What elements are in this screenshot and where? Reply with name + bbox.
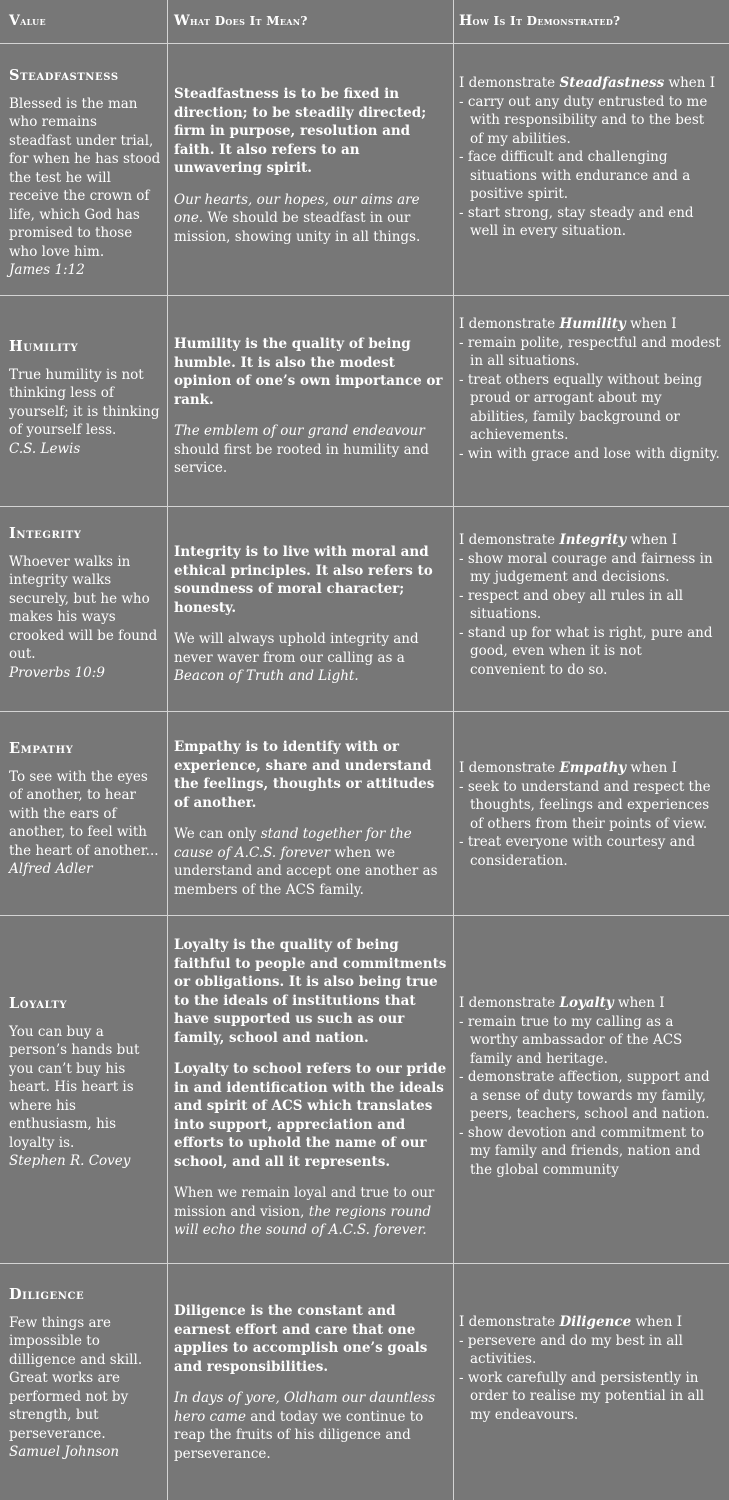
row-divider-2 (0, 506, 729, 507)
meaning-cell-diligence (174, 1302, 450, 1463)
value-cell-humility (9, 338, 161, 458)
value-quote: True humility is not thinking less of yourself; it is thinking of yourself less. (9, 366, 160, 438)
meaning-cell-loyalty (174, 936, 450, 1240)
demonstration-cell-diligence (459, 1313, 721, 1424)
mission-note: In days of yore, Oldham our dauntless hero came and today we continue to reap the fruits of his diligence and perseverance. (174, 1390, 436, 1462)
demonstration-bullet: - remain polite, respectful and modest in all situations. (459, 334, 721, 369)
quote-source: Samuel Johnson (9, 1444, 120, 1460)
value-name: Diligence (9, 1286, 85, 1303)
demonstration-bullet: - demonstrate affection, support and a sense of duty towards my family, peers, teachers, school and nation. (459, 1069, 710, 1122)
definition: Loyalty is the quality of being faithful to people and commitments or obligations. It is also being true to the ideals of institutions that have supported us such as our family, school and nation. (174, 937, 447, 1046)
demonstration-intro: I demonstrate Steadfastness when I (459, 75, 716, 91)
demonstration-bullet: - persevere and do my best in all activities. (459, 1332, 683, 1367)
meaning-cell-steadfastness (174, 85, 450, 246)
demonstration-cell-integrity (459, 531, 721, 679)
demonstration-bullet: - work carefully and persistently in order to realise my potential in all my endeavours. (459, 1369, 705, 1423)
value-cell-loyalty (9, 995, 161, 1171)
meaning-cell-humility (174, 335, 450, 478)
row-divider-4 (0, 915, 729, 916)
demonstration-cell-steadfastness (459, 74, 721, 241)
definition: Empathy is to identify with or experience, share and understand the feelings, thoughts or attitudes of another. (174, 739, 435, 811)
demonstration-bullet: - carry out any duty entrusted to me with responsibility and to the best of my abilities. (459, 93, 708, 147)
meaning-cell-empathy (174, 738, 450, 899)
demonstration-cell-loyalty (459, 994, 721, 1179)
demonstration-bullet: - respect and obey all rules in all situations. (459, 587, 684, 622)
value-quote: You can buy a person’s hands but you can’t buy his heart. His heart is where his enthusiasm, his loyalty is. (9, 1023, 140, 1151)
demonstration-bullet: - win with grace and lose with dignity. (459, 445, 720, 462)
demonstration-bullet: - stand up for what is right, pure and good, even when it is not convenient to do so. (459, 624, 713, 678)
row-divider-3 (0, 711, 729, 712)
definition: Steadfastness is to be fixed in direction; to be steadily directed; firm in purpose, resolution and faith. It also refers to an unwavering spirit. (174, 86, 427, 176)
definition: Humility is the quality of being humble. It is also the modest opinion of one’s own importance or rank. (174, 336, 443, 408)
value-name: Empathy (9, 740, 74, 757)
demonstration-bullet: - start strong, stay steady and end well in every situation. (459, 204, 694, 239)
column-divider-1 (167, 0, 168, 1500)
demonstration-intro: I demonstrate Loyalty when I (459, 995, 665, 1011)
mission-note: When we remain loyal and true to our mission and vision, the regions round will echo the sound of A.C.S. forever. (174, 1185, 435, 1238)
column-divider-2 (453, 0, 454, 1500)
value-name: Steadfastness (9, 67, 119, 84)
demonstration-cell-empathy (459, 759, 721, 870)
value-name: Integrity (9, 525, 82, 542)
demonstration-bullet: - show devotion and commitment to my family and friends, nation and the global community (459, 1124, 705, 1178)
value-quote: Few things are impossible to dilligence and skill. Great works are performed not by strength, but perseverance. (9, 1314, 143, 1442)
value-quote: Whoever walks in integrity walks securely, but he who makes his ways crooked will be found out. (9, 553, 158, 662)
row-divider-header (0, 43, 729, 44)
demonstration-intro: I demonstrate Integrity when I (459, 532, 678, 548)
demonstration-bullet: - face difficult and challenging situations with endurance and a positive spirit. (459, 149, 691, 202)
value-quote: To see with the eyes of another, to hear with the ears of another, to feel with the heart of another... (9, 768, 159, 859)
header-value: Value (9, 13, 46, 29)
value-name: Loyalty (9, 995, 68, 1012)
value-cell-steadfastness (9, 67, 161, 280)
definition: Integrity is to live with moral and ethical principles. It also refers to soundness of moral character; honesty. (174, 544, 433, 616)
mission-note: We can only stand together for the cause of A.C.S. forever when we understand and accept one another as members of the ACS family. (174, 826, 438, 898)
mission-note: Our hearts, our hopes, our aims are one. We should be steadfast in our mission, showing unity in all things. (174, 191, 421, 245)
demonstration-intro: I demonstrate Diligence when I (459, 1314, 683, 1330)
demonstration-bullet: - treat others equally without being proud or arrogant about my abilities, family background or achievements. (459, 371, 703, 443)
quote-source: C.S. Lewis (9, 440, 81, 457)
value-cell-empathy (9, 740, 161, 879)
definition-school: Loyalty to school refers to our pride in and identification with the ideals and spirit of ACS which translates into support, appreciation and efforts to uphold the name of our school, and all it represents. (174, 1061, 447, 1170)
header-meaning: What Does It Mean? (174, 13, 308, 29)
demonstration-bullet: - remain true to my calling as a worthy ambassador of the ACS family and heritage. (459, 1013, 683, 1067)
demonstration-bullet: - treat everyone with courtesy and consideration. (459, 834, 696, 869)
demonstration-bullet: - seek to understand and respect the thoughts, feelings and experiences of others from their points of view. (459, 778, 711, 832)
mission-note: The emblem of our grand endeavour should first be rooted in humility and service. (174, 423, 429, 476)
meaning-cell-integrity (174, 543, 450, 686)
value-quote: Blessed is the man who remains steadfast under trial, for when he has stood the test he will receive the crown of life, which God has promised to those who love him. (9, 95, 161, 260)
demonstration-bullet: - show moral courage and fairness in my judgement and decisions. (459, 550, 713, 585)
value-cell-integrity (9, 525, 161, 682)
header-demonstration: How Is It Demonstrated? (459, 13, 621, 29)
value-cell-diligence (9, 1286, 161, 1462)
demonstration-cell-humility (459, 315, 721, 463)
demonstration-intro: I demonstrate Empathy when I (459, 760, 677, 776)
row-divider-1 (0, 295, 729, 296)
quote-source: Stephen R. Covey (9, 1153, 131, 1169)
demonstration-intro: I demonstrate Humility when I (459, 316, 677, 332)
quote-source: James 1:12 (9, 262, 85, 278)
definition: Diligence is the constant and earnest effort and care that one applies to accomplish one’s goals and responsibilities. (174, 1303, 428, 1375)
value-name: Humility (9, 338, 79, 355)
row-divider-5 (0, 1263, 729, 1264)
quote-source: Alfred Adler (9, 861, 93, 877)
quote-source: Proverbs 10:9 (9, 664, 105, 681)
mission-note: We will always uphold integrity and never waver from our calling as a Beacon of Truth and Light. (174, 631, 419, 684)
